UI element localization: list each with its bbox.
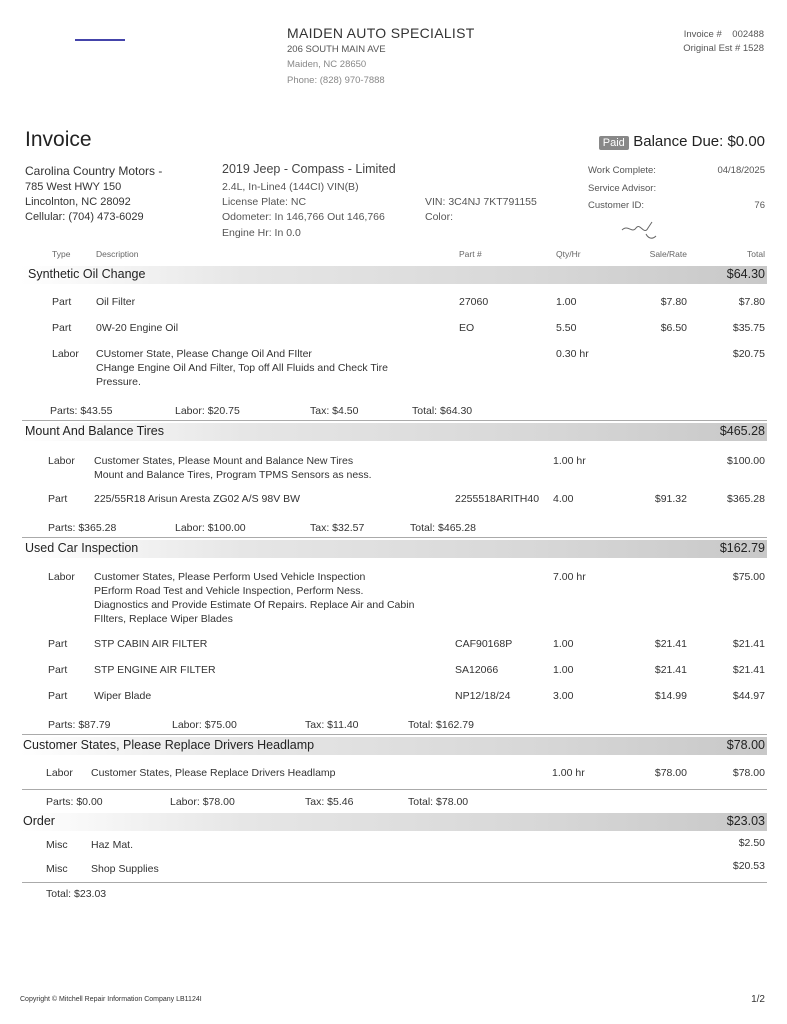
row-rate: $78.00 bbox=[654, 767, 687, 779]
row-rate: $91.32 bbox=[654, 493, 687, 505]
customer-city: Lincolnton, NC 28092 bbox=[25, 196, 131, 208]
shop-address: 206 SOUTH MAIN AVE bbox=[287, 44, 386, 55]
row-total: $35.75 bbox=[732, 322, 765, 334]
row-description-line4: FIlters, Replace Wiper Blades bbox=[94, 613, 233, 625]
vehicle-vin: VIN: 3C4NJ 7KT791155 bbox=[425, 196, 537, 208]
summary-total: Total: $64.30 bbox=[412, 405, 473, 417]
row-total: $75.00 bbox=[732, 571, 765, 583]
col-part-number: Part # bbox=[459, 249, 482, 259]
row-type: Misc bbox=[46, 839, 68, 851]
row-total: $7.80 bbox=[738, 296, 765, 308]
row-type: Part bbox=[52, 296, 72, 308]
row-description-line3: Diagnostics and Provide Estimate Of Repairs. Replace Air and Cabin bbox=[94, 599, 415, 611]
invoice-number-value: 002488 bbox=[732, 29, 764, 40]
row-qty: 1.00 hr bbox=[553, 455, 586, 467]
row-qty: 3.00 bbox=[553, 690, 574, 702]
row-total: $20.53 bbox=[732, 860, 765, 872]
section-amount: $465.28 bbox=[719, 424, 765, 438]
row-description: STP ENGINE AIR FILTER bbox=[94, 664, 216, 676]
row-qty: 5.50 bbox=[556, 322, 577, 334]
row-type: Labor bbox=[46, 767, 73, 779]
row-type: Part bbox=[48, 664, 68, 676]
copyright: Copyright © Mitchell Repair Information Company LB1124I bbox=[20, 996, 202, 1003]
balance-due: Balance Due: $0.00 bbox=[633, 133, 765, 150]
vehicle-engine-hours: Engine Hr: In 0.0 bbox=[222, 227, 301, 239]
invoice-number-label: Invoice # bbox=[683, 29, 722, 40]
col-type: Type bbox=[52, 249, 71, 259]
summary-tax: Tax: $5.46 bbox=[305, 796, 354, 808]
row-description: Shop Supplies bbox=[91, 863, 159, 875]
row-type: Part bbox=[48, 493, 68, 505]
row-type: Part bbox=[48, 638, 68, 650]
col-description: Description bbox=[96, 249, 139, 259]
row-total: $78.00 bbox=[732, 767, 765, 779]
customer-id-label: Customer ID: bbox=[588, 200, 644, 211]
service-advisor-label: Service Advisor: bbox=[588, 183, 657, 194]
row-type: Misc bbox=[46, 863, 68, 875]
row-description: Haz Mat. bbox=[91, 839, 134, 851]
page-number: 1/2 bbox=[751, 994, 765, 1005]
summary-labor: Labor: $75.00 bbox=[172, 719, 237, 731]
customer-id: 76 bbox=[754, 200, 765, 211]
section-title: Mount And Balance Tires bbox=[25, 424, 164, 438]
summary-parts: Parts: $43.55 bbox=[50, 405, 113, 417]
row-type: Labor bbox=[52, 348, 79, 360]
row-qty: 1.00 bbox=[553, 638, 574, 650]
section-title: Used Car Inspection bbox=[25, 541, 139, 555]
row-part-number: CAF90168P bbox=[455, 638, 513, 650]
summary-labor: Labor: $78.00 bbox=[170, 796, 235, 808]
summary-total: Total: $23.03 bbox=[46, 888, 107, 900]
row-qty: 4.00 bbox=[553, 493, 574, 505]
row-description: CUstomer State, Please Change Oil And FIlter bbox=[96, 348, 312, 360]
summary-labor: Labor: $20.75 bbox=[175, 405, 240, 417]
customer-address: 785 West HWY 150 bbox=[25, 181, 122, 193]
row-total: $365.28 bbox=[727, 493, 765, 505]
vehicle-license: License Plate: NC bbox=[222, 196, 307, 208]
summary-total: Total: $465.28 bbox=[410, 522, 476, 534]
section-amount: $23.03 bbox=[726, 814, 765, 828]
row-type: Labor bbox=[48, 571, 75, 583]
row-description: Customer States, Please Mount and Balance New Tires bbox=[94, 455, 354, 467]
row-description: Wiper Blade bbox=[94, 690, 152, 702]
summary-parts: Parts: $87.79 bbox=[48, 719, 111, 731]
shop-phone: Phone: (828) 970-7888 bbox=[287, 75, 385, 86]
row-type: Labor bbox=[48, 455, 75, 467]
row-qty: 1.00 bbox=[553, 664, 574, 676]
section-amount: $64.30 bbox=[726, 267, 765, 281]
summary-tax: Tax: $11.40 bbox=[305, 719, 359, 731]
summary-total: Total: $162.79 bbox=[408, 719, 474, 731]
customer-name: Carolina Country Motors - bbox=[25, 164, 163, 178]
summary-parts: Parts: $365.28 bbox=[48, 522, 117, 534]
row-total: $20.75 bbox=[732, 348, 765, 360]
row-description-line3: Pressure. bbox=[96, 376, 141, 388]
row-rate: $7.80 bbox=[660, 296, 687, 308]
customer-cellular: Cellular: (704) 473-6029 bbox=[25, 211, 144, 223]
summary-tax: Tax: $4.50 bbox=[310, 405, 359, 417]
summary-total: Total: $78.00 bbox=[408, 796, 469, 808]
row-total: $2.50 bbox=[738, 837, 765, 849]
row-total: $100.00 bbox=[727, 455, 765, 467]
section-amount: $78.00 bbox=[726, 738, 765, 752]
divider bbox=[22, 734, 767, 735]
row-part-number: NP12/18/24 bbox=[455, 690, 511, 702]
row-description-line2: Mount and Balance Tires, Program TPMS Sensors as ness. bbox=[94, 469, 372, 481]
row-qty: 1.00 bbox=[556, 296, 577, 308]
divider bbox=[22, 420, 767, 421]
vehicle-odometer: Odometer: In 146,766 Out 146,766 bbox=[222, 211, 385, 223]
page-title: Invoice bbox=[25, 128, 92, 151]
work-complete-date: 04/18/2025 bbox=[717, 165, 765, 176]
row-description-line2: CHange Engine Oil And Filter, Top off All Fluids and Check Tire bbox=[96, 362, 389, 374]
row-description-line2: PErform Road Test and Vehicle Inspection, Perform Ness. bbox=[94, 585, 364, 597]
row-rate: $6.50 bbox=[660, 322, 687, 334]
row-description: 225/55R18 Arisun Aresta ZG02 A/S 98V BW bbox=[94, 493, 301, 505]
row-description: Oil Filter bbox=[96, 296, 136, 308]
shop-name: MAIDEN AUTO SPECIALIST bbox=[287, 25, 475, 41]
section-band bbox=[20, 813, 767, 831]
row-qty: 7.00 hr bbox=[553, 571, 586, 583]
col-qty: Qty/Hr bbox=[556, 249, 581, 259]
section-amount: $162.79 bbox=[719, 541, 765, 555]
vehicle-engine: 2.4L, In-Line4 (144CI) VIN(B) bbox=[222, 181, 359, 193]
row-part-number: EO bbox=[459, 322, 475, 334]
signature-scribble bbox=[618, 218, 662, 244]
divider bbox=[22, 789, 767, 790]
row-total: $44.97 bbox=[732, 690, 765, 702]
row-total: $21.41 bbox=[732, 638, 765, 650]
row-description: Customer States, Please Perform Used Vehicle Inspection bbox=[94, 571, 366, 583]
decorative-mark bbox=[75, 39, 125, 41]
row-qty: 0.30 hr bbox=[556, 348, 589, 360]
row-qty: 1.00 hr bbox=[552, 767, 585, 779]
work-complete-label: Work Complete: bbox=[588, 165, 656, 176]
shop-city: Maiden, NC 28650 bbox=[287, 59, 367, 70]
section-title: Synthetic Oil Change bbox=[28, 267, 146, 281]
summary-tax: Tax: $32.57 bbox=[310, 522, 365, 534]
row-part-number: SA12066 bbox=[455, 664, 499, 676]
row-description: Customer States, Please Replace Drivers Headlamp bbox=[91, 767, 336, 779]
balance-status bbox=[599, 133, 765, 151]
row-rate: $21.41 bbox=[654, 638, 687, 650]
row-part-number: 2255518ARITH40 bbox=[455, 493, 540, 505]
section-title: Order bbox=[23, 814, 55, 828]
row-total: $21.41 bbox=[732, 664, 765, 676]
col-sale-rate: Sale/Rate bbox=[649, 249, 687, 259]
row-rate: $21.41 bbox=[654, 664, 687, 676]
row-type: Part bbox=[52, 322, 72, 334]
col-total: Total bbox=[747, 249, 765, 259]
divider bbox=[22, 882, 767, 883]
vehicle-color: Color: bbox=[425, 211, 454, 223]
section-title: Customer States, Please Replace Drivers Headlamp bbox=[23, 738, 315, 752]
row-description: STP CABIN AIR FILTER bbox=[94, 638, 208, 650]
summary-parts: Parts: $0.00 bbox=[46, 796, 103, 808]
row-part-number: 27060 bbox=[459, 296, 489, 308]
divider bbox=[22, 537, 767, 538]
invoice-number bbox=[684, 29, 764, 40]
row-type: Part bbox=[48, 690, 68, 702]
original-estimate: Original Est # 1528 bbox=[683, 43, 764, 54]
row-description: 0W-20 Engine Oil bbox=[96, 322, 179, 334]
vehicle-title: 2019 Jeep - Compass - Limited bbox=[222, 162, 396, 176]
paid-badge: Paid bbox=[599, 136, 629, 150]
summary-labor: Labor: $100.00 bbox=[175, 522, 246, 534]
row-rate: $14.99 bbox=[654, 690, 687, 702]
